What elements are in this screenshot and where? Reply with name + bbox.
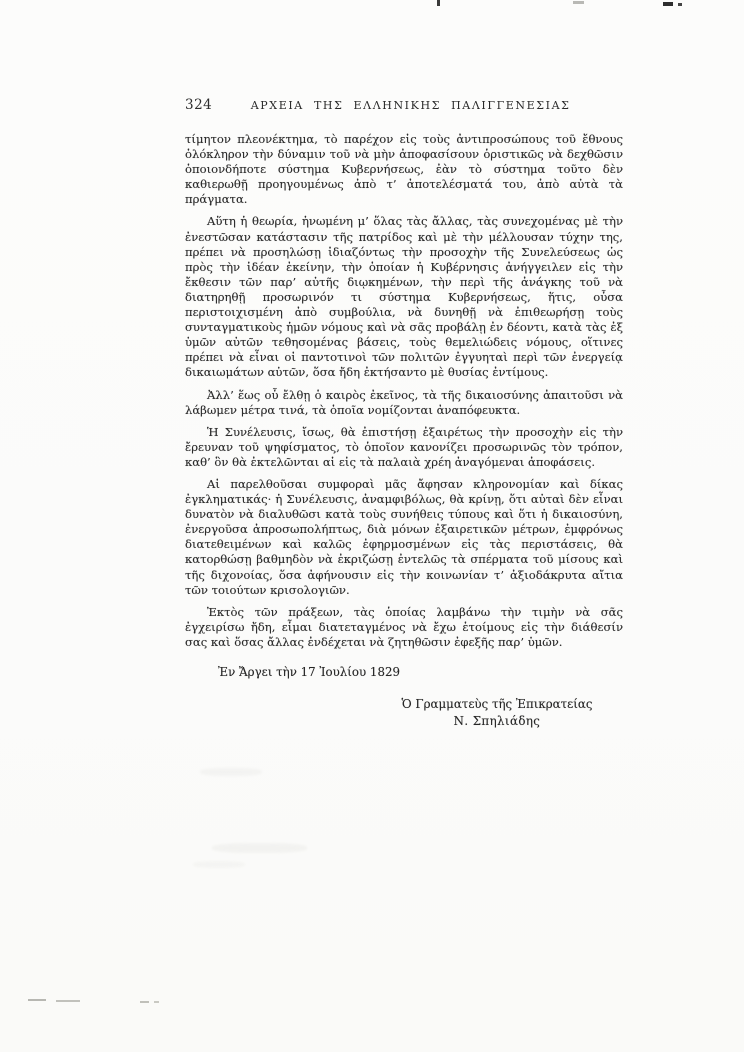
scan-artifact <box>140 1001 149 1003</box>
scan-artifact <box>678 3 682 6</box>
paragraph: Ἡ Συνέλευσις, ἴσως, θὰ ἐπιστήσῃ ἐξαιρέτως τὴν προσοχὴν εἰς τὴν ἔρευναν τοῦ ψηφίσματος, τὸ ὁποῖον κανονίζει προσωρινῶς τὸν τρόπον, καθ’ ὃν θὰ ἐκτελῶνται αἱ εἰς τὰ παλαιὰ χρέη ἀναγόμεναι ἀποφάσεις. <box>185 424 623 469</box>
signature-block <box>371 696 623 730</box>
scan-artifact <box>56 1000 80 1002</box>
document-body <box>185 132 623 650</box>
header-title: ΑΡΧΕΙΑ ΤΗΣ ΕΛΛΗΝΙΚΗΣ ΠΑΛΙΓΓΕΝΕΣΙΑΣ <box>250 99 571 112</box>
text-column <box>185 97 623 730</box>
scan-artifact <box>663 2 673 6</box>
signature-name: Ν. Σπηλιάδης <box>453 714 541 728</box>
scan-smudge <box>200 768 262 776</box>
paragraph: τίμητον πλεονέκτημα, τὸ παρέχον εἰς τοὺς ἀντιπροσώπους τοῦ ἔθνους ὁλόκληρον τὴν δύναμιν τοῦ νὰ μὴν ἀποφασίσουν ὁριστικῶς νὰ δεχθῶσιν ὁποιονδήποτε σύστημα Κυβερνήσεως, ἐὰν τὸ σύστημα τοῦτο δὲν καθιερωθῇ προηγουμένως ἀπὸ τ’ ἀποτελέσματά του, ἀπὸ αὐτὰ τὰ πράγματα. <box>185 132 623 207</box>
signature-role: Ὁ Γραμματεὺς τῆς Ἐπικρατείας <box>401 697 593 711</box>
paragraph: Ἀλλ’ ἕως οὗ ἔλθῃ ὁ καιρὸς ἐκεῖνος, τὰ τῆς δικαιοσύνης ἀπαιτοῦσι νὰ λάβωμεν μέτρα τινά, τὰ ὁποῖα νομίζονται ἀναπόφευκτα. <box>185 387 623 417</box>
scan-smudge <box>193 861 245 868</box>
scan-artifact <box>573 1 584 4</box>
paragraph: Αὕτη ἡ θεωρία, ἡνωμένη μ’ ὅλας τὰς ἄλλας, τὰς συνεχομένας μὲ τὴν ἐνεστῶσαν κατάστασιν τῆς πατρίδος καὶ μὲ τὴν μέλλουσαν τύχην της, πρέπει νὰ προσηλώσῃ ἰδιαζόντως τὴν προσοχὴν τῆς Συνελεύσεως ὡς πρὸς τὴν ἰδέαν ἐκείνην, τὴν ὁποίαν ἡ Κυβέρνησις ἀνήγγειλεν εἰς τὴν ἔκθεσιν τῶν παρ’ αὐτῆς διῳκημένων, τὴν περὶ τῆς ἀνάγκης τοῦ νὰ διατηρηθῇ προσωρινόν τι σύστημα Κυβερνήσεως, ἥτις, οὖσα περιστοιχισμένη ἀπὸ συμβούλια, νὰ δυνηθῇ νὰ ἐπιθεωρήσῃ τοὺς συνταγματικοὺς ἡμῶν νόμους καὶ νὰ σᾶς προβάλῃ ἐν δέοντι, κατὰ τὰς ἐξ ὑμῶν αὐτῶν τεθησομένας βάσεις, τοὺς θεμελιώδεις νόμους, οἵτινες πρέπει νὰ εἶναι οἱ παντοτινοὶ τῶν πολιτῶν ἐγγυηταὶ περὶ τῶν ἐνεργείᾳ δικαιωμάτων αὐτῶν, ὅσα ἤδη ἐκτήσαντο μὲ θυσίας ἐντίμους. <box>185 214 623 380</box>
scan-smudge <box>212 843 307 853</box>
scan-artifact <box>437 0 440 6</box>
scan-artifact <box>28 999 46 1001</box>
paragraph: Αἱ παρελθοῦσαι συμφοραὶ μᾶς ἄφησαν κληρονομίαν καὶ δίκας ἐγκληματικάς· ἡ Συνέλευσις, ἀναμφιβόλως, θὰ κρίνῃ, ὅτι αὐταὶ δὲν εἶναι δυνατὸν νὰ διαλυθῶσι κατὰ τοὺς συνήθεις τύπους καὶ ὅτι ἡ δικαιοσύνη, ἐνεργοῦσα ἀπροσωπολήπτως, διὰ μόνων ἐξαιρετικῶν μέτρων, ἐμφρόνως διατεθειμένων καὶ καλῶς ἐφηρμοσμένων εἰς τὰς περιστάσεις, θὰ κατορθώσῃ βαθμηδὸν νὰ ἐκριζώσῃ ἐντελῶς τὰ σπέρματα τοῦ μίσους καὶ τῆς διχονοίας, ὅσα ἀφήνουσιν εἰς τὴν κοινωνίαν τ’ ἀξιοδάκρυτα αἴτια τῶν τοιούτων κρισολογιῶν. <box>185 476 623 597</box>
running-header <box>185 97 623 113</box>
dateline: Ἐν Ἄργει τὴν 17 Ἰουλίου 1829 <box>218 665 400 679</box>
page-number: 324 <box>185 97 213 113</box>
paragraph: Ἐκτὸς τῶν πράξεων, τὰς ὁποίας λαμβάνω τὴν τιμὴν νὰ σᾶς ἐγχειρίσω ἤδη, εἶμαι διατεταγμένος νὰ ἔχω ἑτοίμους εἰς τὴν διάθεσίν σας καὶ ὅσας ἄλλας ἐνδέχεται νὰ ζητηθῶσιν ἐφεξῆς παρ’ ὑμῶν. <box>185 604 623 649</box>
scan-artifact <box>154 1001 159 1003</box>
